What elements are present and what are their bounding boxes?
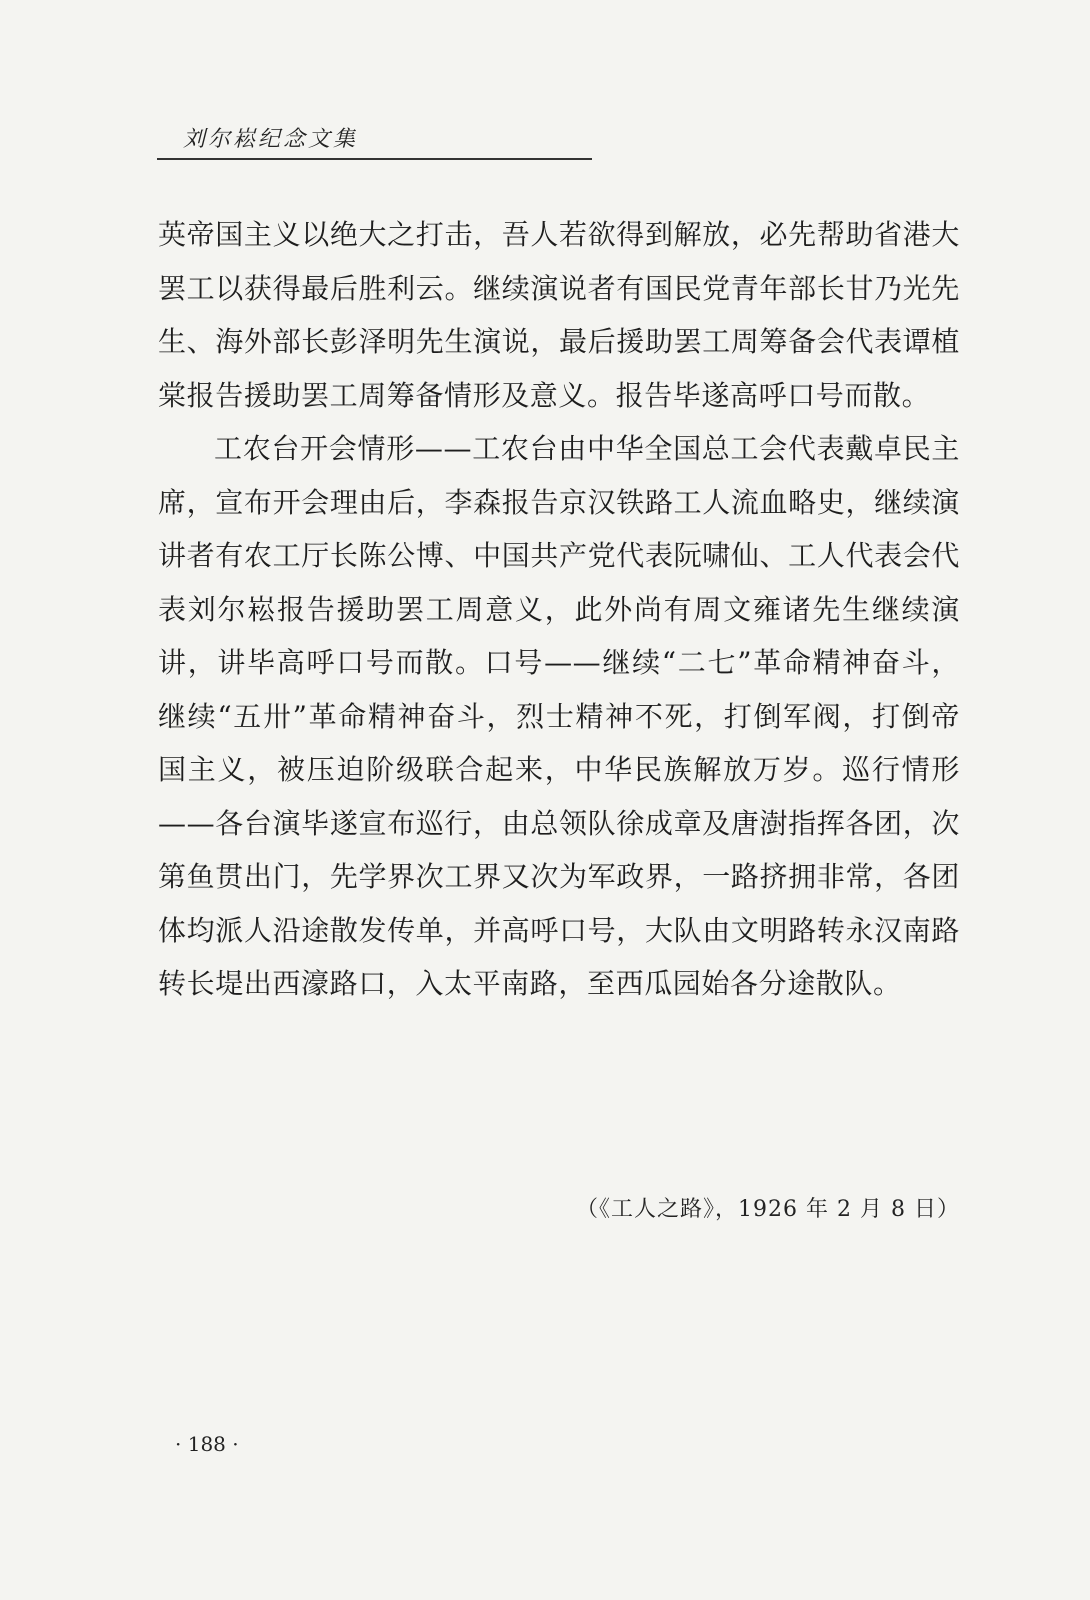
source-citation: （《工人之路》，1926 年 2 月 8 日） <box>576 1197 960 1222</box>
header-rule <box>157 158 592 160</box>
paragraph-workers-peasants-stage: 工农台开会情形——工农台由中华全国总工会代表戴卓民主席，宣布开会理由后，李森报告京汉铁路工人流血略史，继续演讲者有农工厅长陈公博、中国共产党代表阮啸仙、工人代表会代表刘尔崧报告援助罢工周意义，此外尚有周文雍诸先生继续演讲，讲毕高呼口号而散。口号——继续“二七”革命精神奋斗，继续“五卅”革命精神奋斗，烈士精神不死，打倒军阀，打倒帝国主义，被压迫阶级联合起来，中华民族解放万岁。巡行情形——各台演毕遂宣布巡行，由总领队徐成章及唐澍指挥各团，次第鱼贯出门，先学界次工界又次为军政界，一路挤拥非常，各团体均派人沿途散发传单，并高呼口号，大队由文明路转永汉南路转长堤出西濠路口，入太平南路，至西瓜园始各分途散队。 <box>158 432 960 1000</box>
running-head-title: 刘尔崧纪念文集 <box>183 127 359 152</box>
paragraph-continued: 英帝国主义以绝大之打击，吾人若欲得到解放，必先帮助省港大罢工以获得最后胜利云。继续演说者有国民党青年部长甘乃光先生、海外部长彭泽明先生演说，最后援助罢工周筹备会代表谭植棠报告援助罢工周筹备情形及意义。报告毕遂高呼口号而散。 <box>158 218 960 412</box>
page-number: · 188 · <box>175 1432 239 1456</box>
body-text <box>158 208 960 1011</box>
